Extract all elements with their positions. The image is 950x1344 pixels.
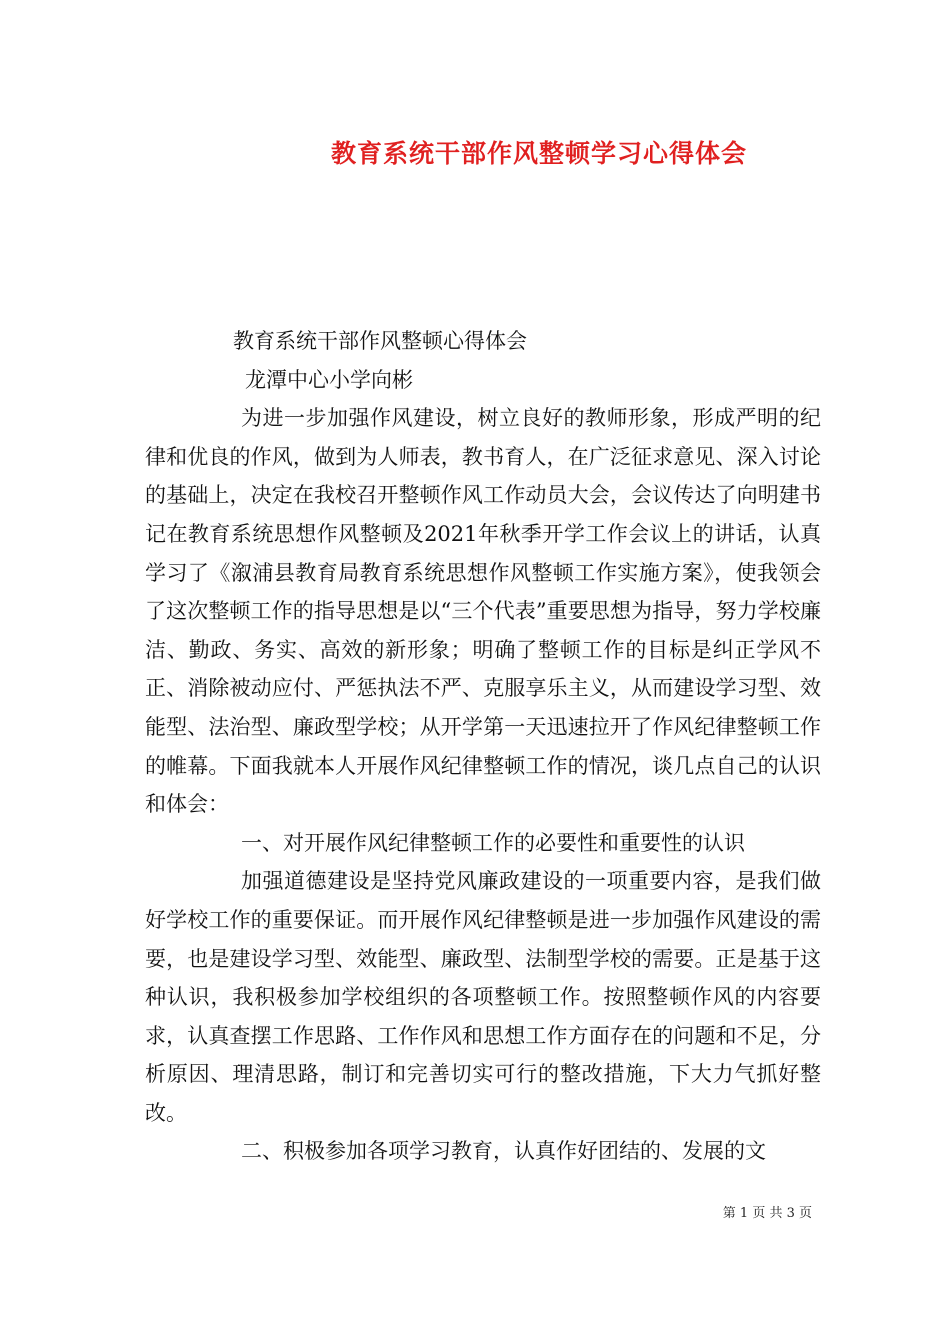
document-subtitle: 教育系统干部作风整顿心得体会 bbox=[233, 329, 527, 353]
section-heading-1: 一、对开展作风纪律整顿工作的必要性和重要性的认识 bbox=[241, 830, 745, 855]
paragraph-intro: 为进一步加强作风建设，树立良好的教师形象，形成严明的纪律和优良的作风，做到为人师表，教书育人，在广泛征求意见、深入讨论的基础上，决定在我校召开整顿作风工作动员大会，会议传达了向明建书记在教育系统思想作风整顿及2021年秋季开学工作会议上的讲话，认真学习了《溆浦县教育局教育系统思想作风整顿工作实施方案》，使我领会了这次整顿工作的指导思想是以“三个代表”重要思想为指导，努力学校廉洁、勤政、务实、高效的新形象；明确了整顿工作的目标是纠正学风不正、消除被动应付、严惩执法不严、克服享乐主义，从而建设学习型、效能型、法治型、廉政型学校；从开学第一天迅速拉开了作风纪律整顿工作的帷幕。下面我就本人开展作风纪律整顿工作的情况，谈几点自己的认识和体会： bbox=[145, 406, 821, 817]
page-number-footer: 第 1 页 共 3 页 bbox=[722, 1206, 812, 1221]
document-author: 龙潭中心小学向彬 bbox=[245, 367, 413, 392]
paragraph-section-1: 加强道德建设是坚持党风廉政建设的一项重要内容，是我们做好学校工作的重要保证。而开展作风纪律整顿是进一步加强作风建设的需要，也是建设学习型、效能型、廉政型、法制型学校的需要。正是基于这种认识，我积极参加学校组织的各项整顿工作。按照整顿作风的内容要求，认真查摆工作思路、工作作风和思想工作方面存在的问题和不足，分析原因、理清思路，制订和完善切实可行的整改措施，下大力气抓好整改。 bbox=[145, 869, 821, 1125]
section-heading-2: 二、积极参加各项学习教育，认真作好团结的、发展的文 bbox=[241, 1139, 766, 1164]
document-body bbox=[145, 322, 821, 1171]
document-title: 教育系统干部作风整顿学习心得体会 bbox=[330, 139, 747, 168]
